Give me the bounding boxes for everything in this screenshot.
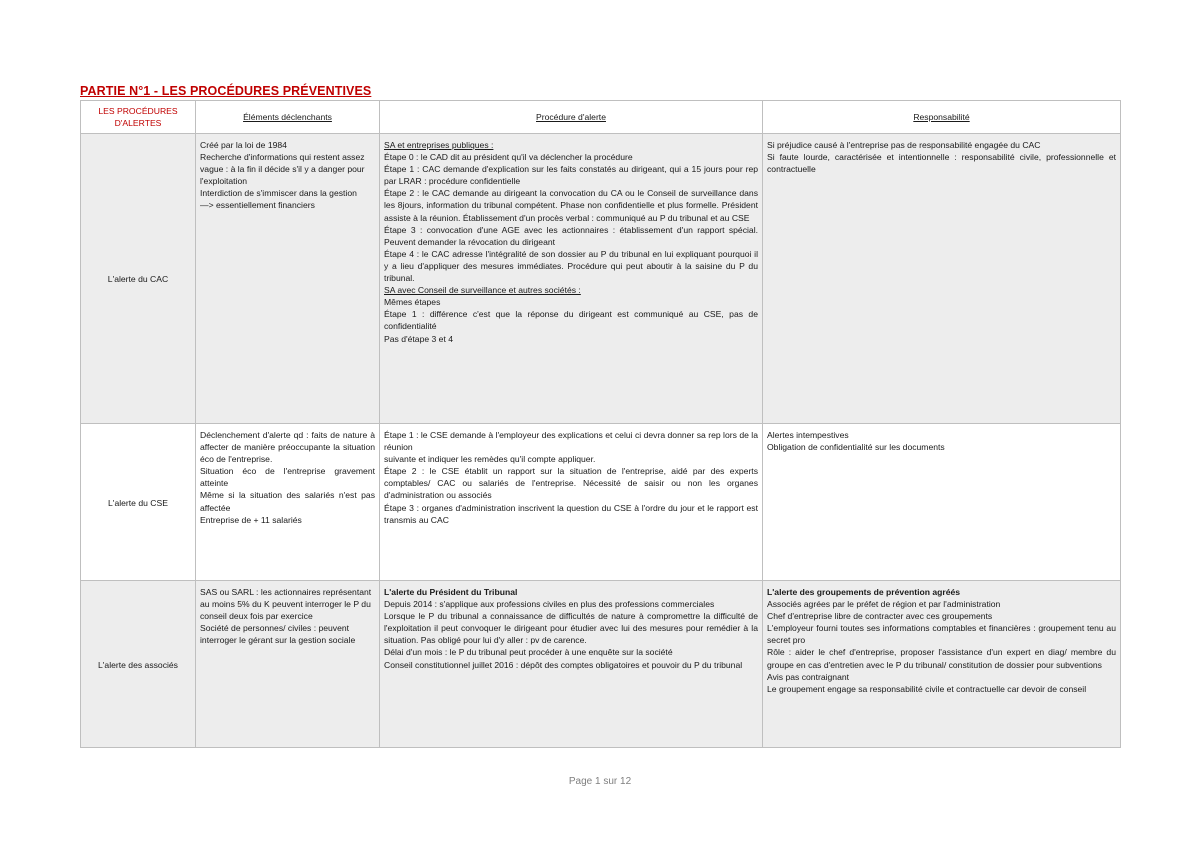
text-line: Situation éco de l'entreprise gravement atteinte	[200, 466, 375, 489]
responsabilite-cell	[763, 581, 1121, 748]
text-line: L'employeur fourni toutes ses informations comptables et financières : groupement tenu au secret pro	[767, 623, 1116, 646]
procedure-cell	[380, 134, 763, 424]
elements-cell	[196, 134, 380, 424]
text-line: Même si la situation des salariés n'est pas affectée	[200, 490, 375, 513]
text-line: suivante et indiquer les remèdes qu'il compte appliquer.	[384, 454, 596, 465]
procedures-table	[80, 100, 1121, 748]
text-line: Étape 3 : organes d'administration inscrivent la question du CSE à l'ordre du jour et le rapport est transmis au CAC	[384, 502, 758, 525]
text-line: Recherche d'informations qui restent assez vague : à la fin il décide s'il y a danger pour l'exploitation	[200, 152, 365, 187]
procedure-cell	[380, 424, 763, 581]
table-row	[81, 424, 1121, 581]
text-line: Créé par la loi de 1984	[200, 140, 287, 150]
header-responsabilite: Responsabilité	[763, 101, 1121, 134]
text-line: Conseil constitutionnel juillet 2016 : dépôt des comptes obligatoires et pouvoir du P du tribunal	[384, 659, 743, 670]
page-title: PARTIE N°1 - LES PROCÉDURES PRÉVENTIVES	[80, 84, 372, 98]
text-line: Associés agrées par le préfet de région et par l'administration	[767, 599, 1001, 610]
text-line: —> essentiellement financiers	[200, 200, 315, 211]
text-line: Étape 0 : le CAD dit au président qu'il va déclencher la procédure	[384, 152, 633, 163]
text-line: Société de personnes/ civiles : peuvent interroger le gérant sur la gestion sociale	[200, 623, 356, 646]
row-label-cac: L'alerte du CAC	[81, 134, 196, 424]
header-row	[81, 101, 1121, 134]
text-line: Si préjudice causé à l'entreprise pas de responsabilité engagée du CAC	[767, 140, 1041, 150]
text-line: Déclenchement d'alerte qd : faits de nature à affecter de manière préoccupante la situation éco de l'entreprise.	[200, 430, 375, 465]
responsabilite-cell	[763, 134, 1121, 424]
text-line: Interdiction de s'immiscer dans la gestion	[200, 188, 357, 199]
text-line: Étape 3 : convocation d'une AGE avec les actionnaires : établissement d'un rapport spécial. Peuvent demander la révocation du dirigeant	[384, 224, 758, 247]
row-label-cse: L'alerte du CSE	[81, 424, 196, 581]
text-line: Obligation de confidentialité sur les documents	[767, 442, 945, 453]
page-number: Page 1 sur 12	[568, 776, 632, 787]
text-line: Étape 2 : le CAC demande au dirigeant la convocation du CA ou le Conseil de surveillance dans les 8jours, information du tribunal compétent. Phase non confidentielle et plus formelle. Président assiste à la réunion. Établissement d'un procès verbal : communiqué au P du tribunal et au CSE	[384, 188, 758, 223]
text-line: Délai d'un mois : le P du tribunal peut procéder à une enquête sur la société	[384, 647, 673, 658]
text-line: Étape 4 : le CAC adresse l'intégralité de son dossier au P du tribunal en lui expliquant pourquoi il y a lieu d'appliquer des mesures immédiates. Procédure qui peut aboutir à la saisine du P du tribunal.	[384, 248, 758, 284]
table-row	[81, 581, 1121, 748]
text-line: Le groupement engage sa responsabilité civile et contractuelle car devoir de conseil	[767, 683, 1087, 694]
elements-cell	[196, 581, 380, 748]
text-line: Si faute lourde, caractérisée et intentionnelle : responsabilité civile, professionnelle et contractuelle	[767, 152, 1116, 175]
text-line: Avis pas contraignant	[767, 671, 850, 682]
section-heading: SA avec Conseil de surveillance et autres sociétés :	[384, 285, 581, 296]
text-line: Alertes intempestives	[767, 430, 849, 440]
row-label-associes: L'alerte des associés	[81, 581, 196, 748]
section-heading: L'alerte du Président du Tribunal	[384, 587, 518, 597]
text-line: Étape 1 : différence c'est que la réponse du dirigeant est communiqué au CSE, pas de confidentialité	[384, 309, 758, 332]
text-line: Chef d'entreprise libre de contracter avec ces groupements	[767, 611, 993, 622]
text-line: Depuis 2014 : s'applique aux professions civiles en plus des professions commerciales	[384, 599, 715, 610]
procedure-cell	[380, 581, 763, 748]
elements-cell	[196, 424, 380, 581]
header-procedure: Procédure d'alerte	[380, 101, 763, 134]
text-line: Mêmes étapes	[384, 297, 441, 308]
text-line: Rôle : aider le chef d'entreprise, proposer l'assistance d'un expert en diag/ membre du groupe en cas d'entretien avec le P du tribunal/ constitution de dossier pour subventions	[767, 647, 1116, 670]
table-row	[81, 134, 1121, 424]
section-heading: L'alerte des groupements de prévention agréés	[767, 587, 961, 597]
section-heading: SA et entreprises publiques :	[384, 140, 494, 150]
text-line: Lorsque le P du tribunal a connaissance de difficultés de nature à compromettre la difficulté de l'exploitation il peut convoquer le dirigeant pour étudier avec lui des mesures pour remédier à la situation. Pas obligé pour lui d'y aller : pv de carence.	[384, 611, 758, 646]
text-line: Entreprise de + 11 salariés	[200, 514, 302, 525]
text-line: Pas d'étape 3 et 4	[384, 333, 454, 344]
header-procedures: LES PROCÉDURES D'ALERTES	[81, 101, 196, 134]
header-elements: Éléments déclenchants	[196, 101, 380, 134]
text-line: Étape 2 : le CSE établit un rapport sur la situation de l'entreprise, aidé par des experts comptables/ CAC ou salariés de l'entreprise. Nécessité de saisir ou non les organes d'administration ou associés	[384, 466, 758, 501]
text-line: Étape 1 : CAC demande d'explication sur les faits constatés au dirigeant, qui a 15 jours pour rep par LRAR : procédure confidentielle	[384, 164, 758, 187]
text-line: SAS ou SARL : les actionnaires représentant au moins 5% du K peuvent interroger le P du conseil deux fois par exercice	[200, 587, 372, 622]
responsabilite-cell	[763, 424, 1121, 581]
text-line: Étape 1 : le CSE demande à l'employeur des explications et celui ci devra donner sa rep lors de la réunion	[384, 430, 758, 453]
